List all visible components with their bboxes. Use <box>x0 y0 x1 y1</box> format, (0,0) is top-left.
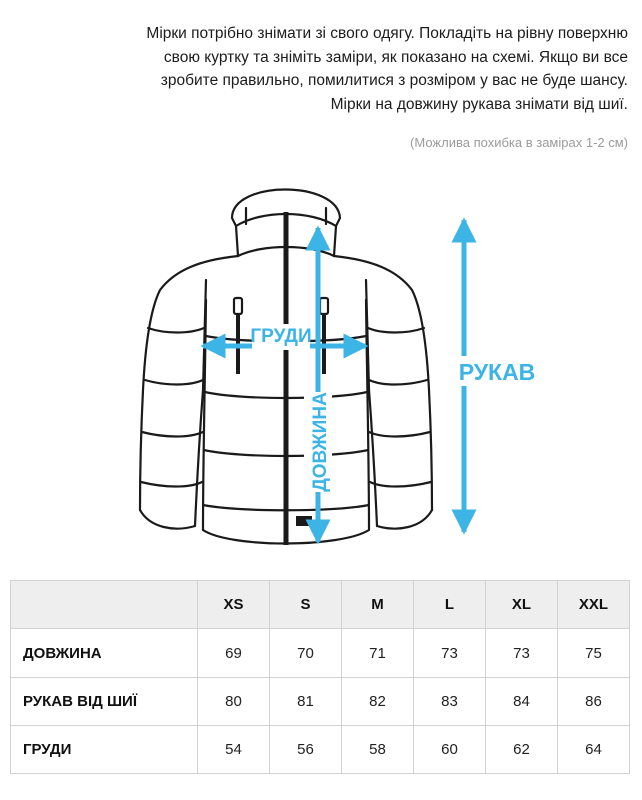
size-header: M <box>342 581 414 629</box>
size-header: S <box>270 581 342 629</box>
sleeve-label: РУКАВ <box>458 359 536 385</box>
intro-line: свою куртку та зніміть заміри, як показано на схемі. Якщо ви все <box>163 48 628 66</box>
table-cell: 83 <box>414 678 486 726</box>
intro-line: Мірки на довжину рукава знімати від шиї. <box>330 95 628 113</box>
size-header: L <box>414 581 486 629</box>
table-cell: 54 <box>198 726 270 774</box>
table-row <box>11 726 630 774</box>
table-row <box>11 629 630 678</box>
table-cell: 64 <box>558 726 630 774</box>
table-cell: 71 <box>342 629 414 678</box>
table-cell: 60 <box>414 726 486 774</box>
table-cell: 73 <box>414 629 486 678</box>
row-label: РУКАВ ВІД ШИЇ <box>11 678 198 726</box>
size-header: XXL <box>558 581 630 629</box>
length-label: ДОВЖИНА <box>310 392 331 492</box>
size-header-row <box>11 581 630 629</box>
logo-patch <box>296 516 312 526</box>
intro-line: Мірки потрібно знімати зі свого одягу. Покладіть на рівну поверхню <box>146 25 628 42</box>
intro-text <box>28 22 628 116</box>
table-row <box>11 678 630 726</box>
table-cell: 75 <box>558 629 630 678</box>
size-table <box>10 580 630 774</box>
table-cell: 70 <box>270 629 342 678</box>
table-cell: 81 <box>270 678 342 726</box>
chest-label: ГРУДИ <box>250 326 312 347</box>
intro-line: зробите правильно, помилитися з розміром у вас не буде шансу. <box>160 72 628 89</box>
table-cell: 62 <box>486 726 558 774</box>
size-header: XS <box>198 581 270 629</box>
row-label: ДОВЖИНА <box>11 629 198 678</box>
table-cell: 56 <box>270 726 342 774</box>
table-cell: 86 <box>558 678 630 726</box>
table-cell: 82 <box>342 678 414 726</box>
table-cell: 84 <box>486 678 558 726</box>
table-cell: 80 <box>198 678 270 726</box>
size-header: XL <box>486 581 558 629</box>
table-cell: 73 <box>486 629 558 678</box>
error-note: (Можлива похибка в замірах 1-2 см) <box>410 135 628 150</box>
row-label: ГРУДИ <box>11 726 198 774</box>
table-cell: 58 <box>342 726 414 774</box>
header-corner <box>11 581 198 629</box>
table-cell: 69 <box>198 629 270 678</box>
jacket-measurement-diagram <box>0 160 642 560</box>
